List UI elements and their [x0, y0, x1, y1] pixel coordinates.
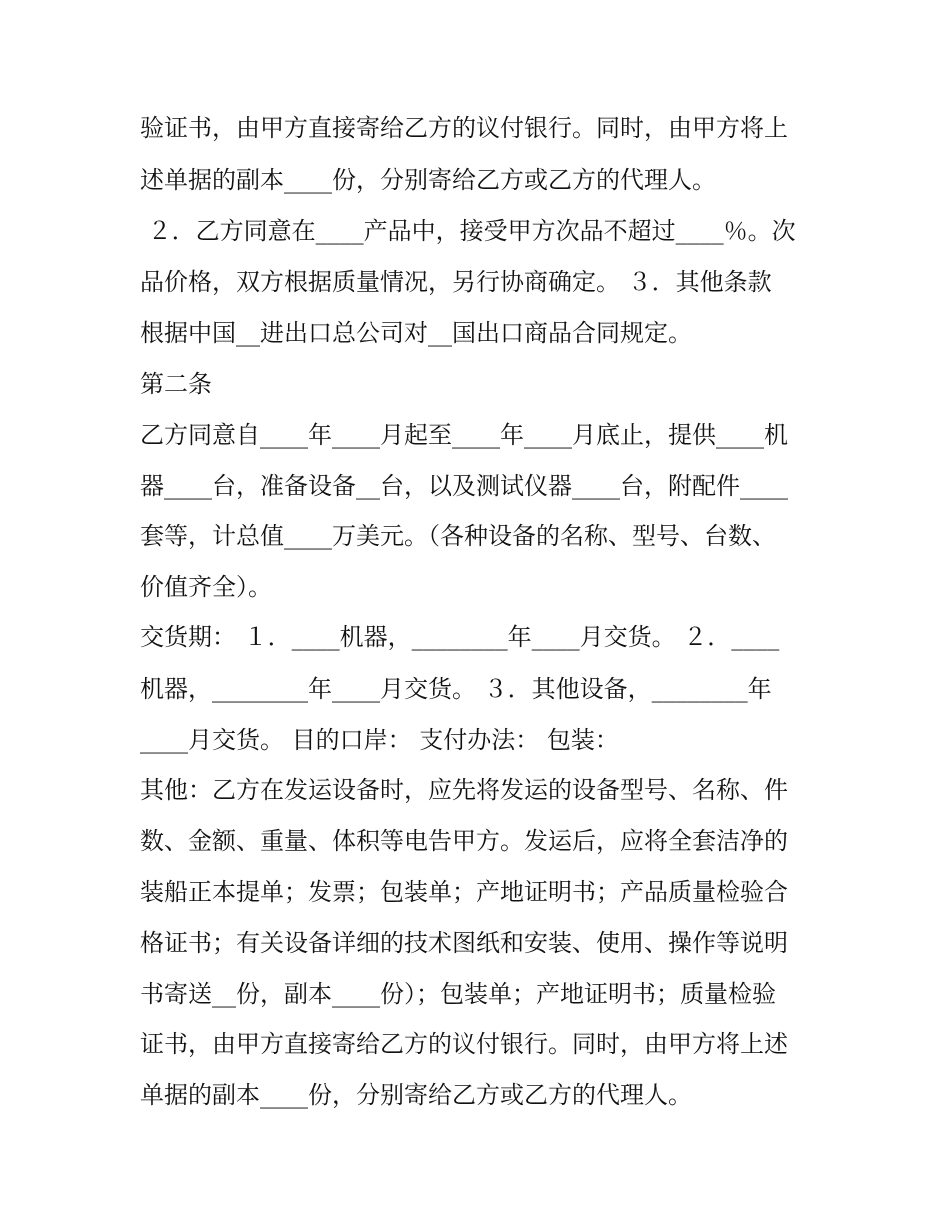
text-line: 根据中国__进出口总公司对__国出口商品合同规定。 — [140, 319, 692, 347]
text-line: 品价格，双方根据质量情况，另行协商确定。 ３．其他条款 — [140, 268, 772, 296]
text-line: 其他：乙方在发运设备时，应先将发运的设备型号、名称、件 — [140, 776, 788, 804]
text-line: ____月交货。 目的口岸： 支付办法： 包装： — [140, 726, 619, 754]
text-line: 交货期： １．____机器，________年____月交货。 ２．____ — [140, 623, 780, 651]
text-line: 验证书，由甲方直接寄给乙方的议付银行。同时，由甲方将上 — [140, 114, 788, 142]
text-line: 乙方同意自____年____月起至____年____月底止，提供____机 — [140, 421, 788, 449]
text-line: 价值齐全）。 — [140, 573, 272, 601]
text-line: 单据的副本____份，分别寄给乙方或乙方的代理人。 — [140, 1081, 692, 1109]
text-line: 述单据的副本____份，分别寄给乙方或乙方的代理人。 — [140, 166, 716, 194]
text-line: 格证书；有关设备详细的技术图纸和安装、使用、操作等说明 — [140, 929, 788, 957]
text-line: 书寄送__份，副本____份）；包装单；产地证明书；质量检验 — [140, 980, 776, 1008]
text-line: 器____台，准备设备__台，以及测试仪器____台，附配件____ — [140, 472, 788, 500]
text-line: ２．乙方同意在____产品中，接受甲方次品不超过____％。次 — [140, 217, 796, 245]
text-line: 数、金额、重量、体积等电告甲方。发运后，应将全套洁净的 — [140, 827, 788, 855]
text-line: 装船正本提单；发票；包装单；产地证明书；产品质量检验合 — [140, 878, 788, 906]
section-heading: 第二条 — [140, 370, 212, 398]
text-line: 证书，由甲方直接寄给乙方的议付银行。同时，由甲方将上述 — [140, 1030, 788, 1058]
text-line: 机器，________年____月交货。 ３．其他设备，________年 — [140, 675, 772, 703]
text-line: 套等，计总值____万美元。（各种设备的名称、型号、台数、 — [140, 522, 776, 550]
